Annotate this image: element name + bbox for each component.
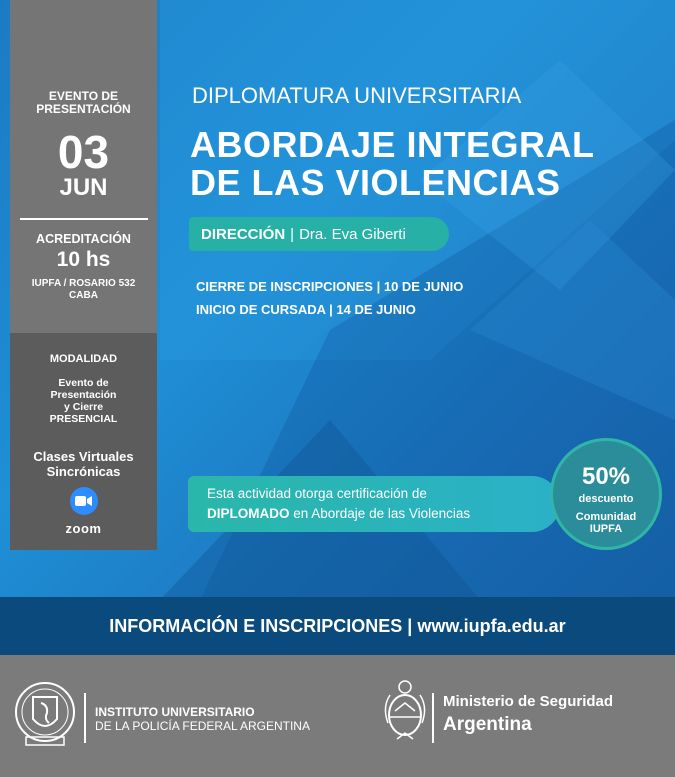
certification-bold: DIPLOMADO [207, 506, 290, 521]
event-address [10, 278, 157, 302]
footer [0, 655, 675, 777]
event-month: JUN [59, 174, 108, 201]
modality-title: MODALIDAD [49, 353, 118, 365]
start-date: INICIO DE CURSADA | 14 DE JUNIO [196, 302, 416, 317]
iupfa-separator [84, 693, 86, 743]
ministry-name [443, 693, 613, 736]
accreditation-time: 10 hs [56, 248, 111, 271]
virtual-classes [10, 449, 157, 479]
closing-date: CIERRE DE INSCRIPCIONES | 10 DE JUNIO [196, 279, 464, 294]
modality-line-2: Presentación [50, 389, 117, 401]
discount-community [553, 511, 659, 535]
accreditation-label: ACREDITACIÓN [36, 232, 131, 246]
key-dates [196, 275, 463, 321]
modality-text [10, 377, 157, 425]
certification-line-1: Esta actividad otorga certificación de [207, 486, 427, 501]
certification-rest: en Abordaje de las Violencias [289, 506, 471, 521]
address-line-2: CABA [69, 290, 98, 301]
direction-pill [189, 217, 449, 251]
program-subtitle: DIPLOMATURA UNIVERSITARIA [192, 83, 522, 108]
certification-text [207, 484, 470, 524]
modality-line-3: y Cierre [63, 401, 104, 413]
sidebar-divider [20, 218, 148, 220]
info-registration-bar [0, 597, 675, 655]
address-line-1: IUPFA / ROSARIO 532 [31, 278, 136, 289]
video-camera-icon [70, 487, 98, 515]
ministry-line-1: Ministerio de Seguridad [443, 693, 614, 710]
event-label [10, 0, 157, 116]
virtual-line-2: Sincrónicas [46, 464, 121, 479]
modality-line-1: Evento de [58, 377, 109, 389]
event-day: 03 [57, 126, 110, 178]
modality-line-4: PRESENCIAL [49, 413, 118, 425]
zoom-label: zoom [65, 521, 102, 536]
program-title [190, 126, 595, 202]
title-line-2: DE LAS VIOLENCIAS [190, 162, 561, 203]
iupfa-name [95, 705, 310, 733]
ministry-separator [432, 693, 434, 743]
modality-panel [10, 333, 157, 550]
event-sidebar-top [10, 0, 157, 333]
virtual-line-1: Clases Virtuales [33, 449, 134, 464]
discount-percent: 50% [581, 463, 631, 490]
ministry-line-2: Argentina [443, 714, 532, 735]
director-name: Dra. Eva Giberti [299, 225, 406, 243]
iupfa-line-2: DE LA POLICÍA FEDERAL ARGENTINA [95, 719, 310, 733]
event-sidebar [10, 0, 157, 550]
info-registration-text: INFORMACIÓN E INSCRIPCIONES | www.iupfa.edu.ar [109, 615, 566, 636]
certification-line-2 [207, 504, 470, 524]
direction-label: DIRECCIÓN [201, 225, 286, 243]
title-line-1: ABORDAJE INTEGRAL [190, 124, 595, 165]
iupfa-crest-icon [14, 679, 76, 749]
direction-separator: | [290, 225, 295, 243]
discount-label: descuento [578, 493, 634, 505]
community-line-2: IUPFA [589, 523, 623, 535]
iupfa-line-1: INSTITUTO UNIVERSITARIO [95, 705, 255, 719]
event-label-text: EVENTO DE PRESENTACIÓN [36, 89, 131, 116]
argentina-coat-of-arms-icon [382, 677, 428, 747]
community-line-1: Comunidad [575, 511, 637, 523]
discount-badge [550, 438, 662, 550]
